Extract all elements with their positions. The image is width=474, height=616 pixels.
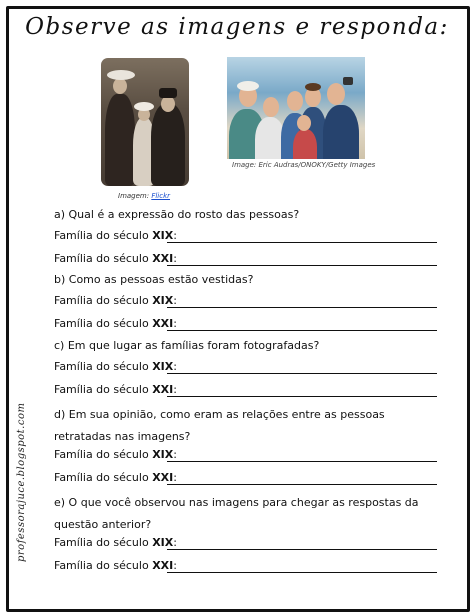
question-b: b) Como as pessoas estão vestidas? [54,273,254,286]
question-a: a) Qual é a expressão do rosto das pessoas? [54,208,300,221]
answer-e-19th: Família do século XIX: [54,536,177,549]
page-title: Observe as imagens e responda: [25,14,449,40]
flickr-link[interactable]: Flickr [151,192,171,200]
photo-19th-century-family [101,58,189,186]
answer-c-19th: Família do século XIX: [54,360,177,373]
photo-21st-century-family [227,57,365,159]
answer-line[interactable] [167,242,437,243]
photo1-credit [118,192,170,200]
blog-watermark: professorajuce.blogspot.com [16,402,27,562]
answer-b-19th: Família do século XIX: [54,294,177,307]
photo2-credit: Image: Eric Audras/ONOKY/Getty Images [232,161,376,169]
answer-a-19th: Família do século XIX: [54,229,177,242]
answer-c-21st: Família do século XXI: [54,383,177,396]
photo1-credit-prefix: Imagem: [118,192,152,200]
answer-b-21st: Família do século XXI: [54,317,177,330]
answer-d-19th: Família do século XIX: [54,448,177,461]
answer-a-21st: Família do século XXI: [54,252,177,265]
question-d: d) Em sua opinião, como eram as relações entre as pessoas retratadas nas imagens? [54,408,385,443]
answer-line[interactable] [167,461,437,462]
answer-line[interactable] [167,330,437,331]
answer-line[interactable] [167,307,437,308]
question-c: c) Em que lugar as famílias foram fotografadas? [54,339,320,352]
question-e: e) O que você observou nas imagens para chegar as respostas da questão anterior? [54,496,419,531]
answer-line[interactable] [167,549,437,550]
answer-line[interactable] [167,265,437,266]
answer-line[interactable] [167,373,437,374]
answer-e-21st: Família do século XXI: [54,559,177,572]
answer-line[interactable] [167,572,437,573]
answer-line[interactable] [167,396,437,397]
answer-d-21st: Família do século XXI: [54,471,177,484]
answer-line[interactable] [167,484,437,485]
